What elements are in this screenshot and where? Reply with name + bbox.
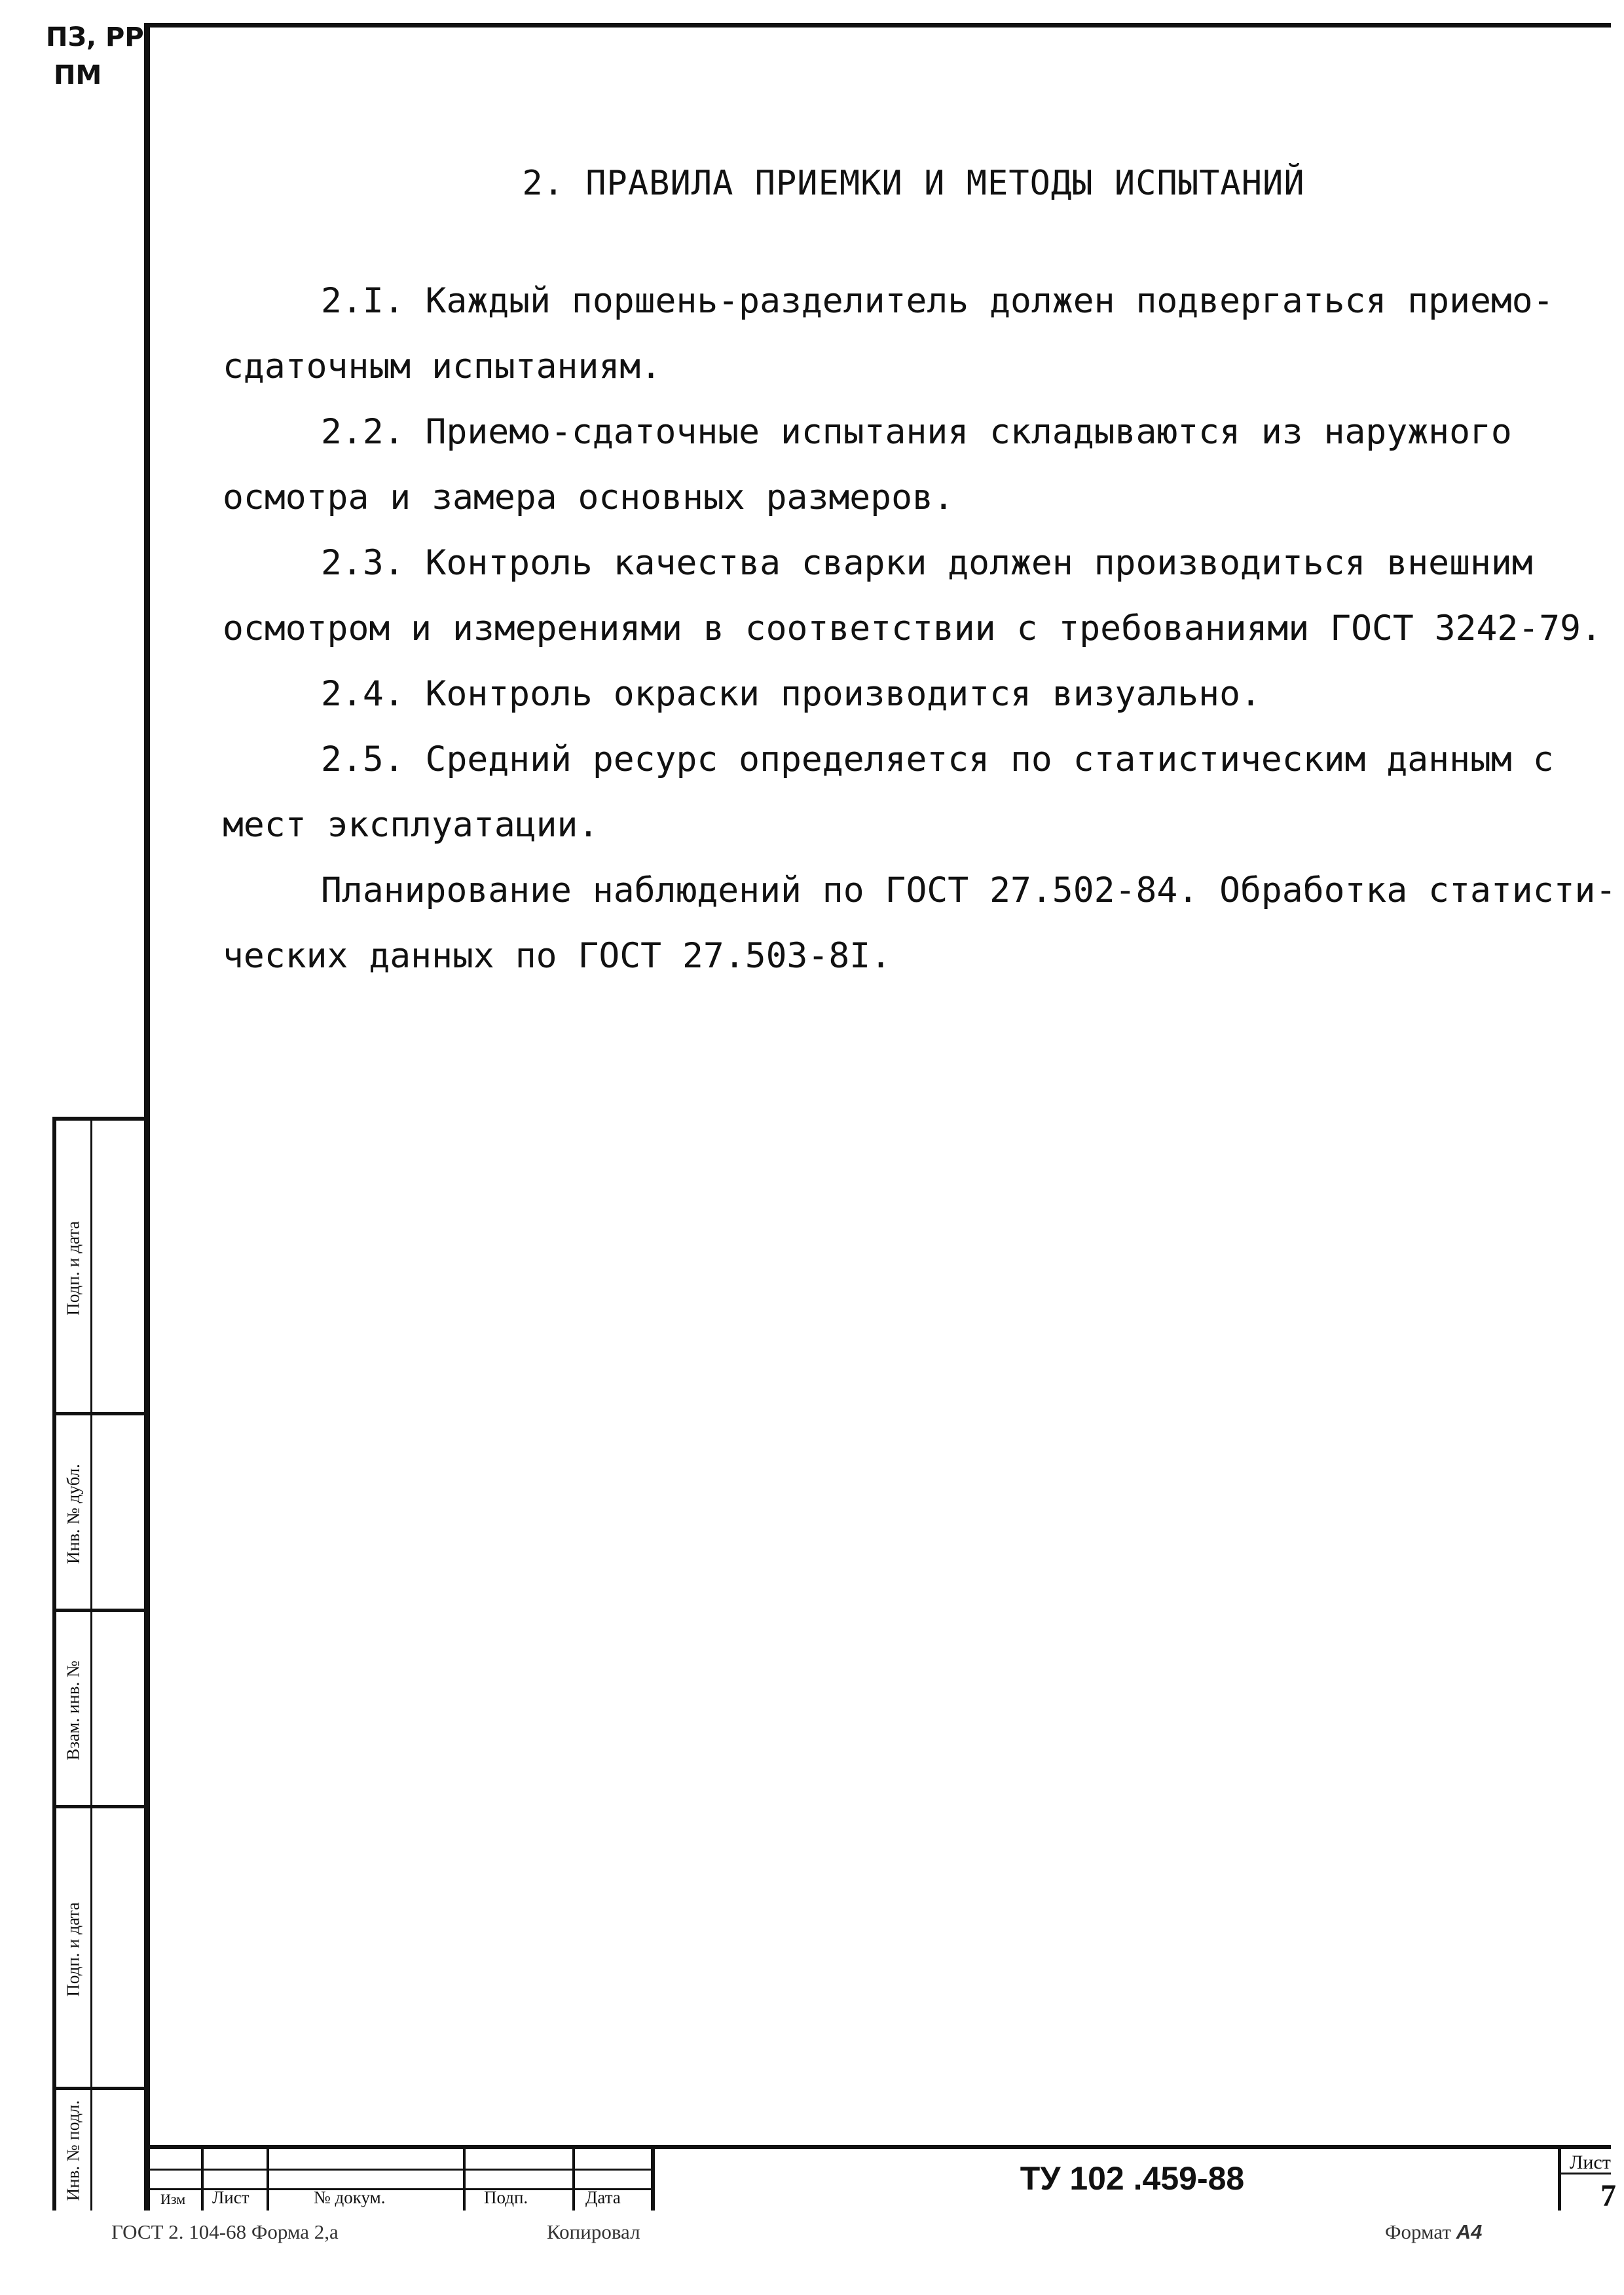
title-block-col-line	[267, 2149, 269, 2211]
side-stamp	[52, 1117, 144, 2211]
column-caption-signature: Подп.	[484, 2188, 528, 2207]
column-caption-date: Дата	[585, 2188, 621, 2207]
title-block-row-line	[150, 2169, 651, 2171]
side-stamp-label: Инв. № дубл.	[63, 1463, 83, 1564]
form-reference: ГОСТ 2. 104-68 Форма 2,а	[111, 2220, 339, 2243]
sheet-number: 7	[1600, 2178, 1616, 2213]
side-stamp-label: Взам. инв. №	[63, 1660, 83, 1761]
side-stamp-cell	[56, 1808, 148, 2090]
corner-code	[46, 18, 144, 94]
paragraph-line: осмотром и измерениями в соответствии с требованиями ГОСТ 3242-79.	[223, 608, 1602, 648]
side-stamp-divider	[90, 1121, 92, 1412]
side-stamp-cell	[56, 1121, 148, 1415]
paragraph-line: мест эксплуатации.	[223, 805, 599, 845]
paragraph-line: 2.I. Каждый поршень-разделитель должен подвергаться приемо-	[321, 281, 1554, 321]
side-stamp-divider	[90, 2090, 92, 2211]
title-block	[150, 2145, 1616, 2213]
side-stamp-label: Подп. и дата	[63, 1901, 83, 1997]
column-caption-izm: Изм	[160, 2191, 186, 2207]
paragraph-line: сдаточным испытаниям.	[223, 346, 662, 386]
paragraph-line: осмотра и замера основных размеров.	[223, 477, 954, 517]
paragraph-line: Планирование наблюдений по ГОСТ 27.502-84. Обработка статисти-	[321, 870, 1617, 910]
side-stamp-cell	[56, 1415, 148, 1612]
title-block-col-line	[463, 2149, 466, 2211]
title-block-col-line	[201, 2149, 204, 2211]
paragraph-line: 2.5. Средний ресурс определяется по статистическим данным с	[321, 739, 1554, 779]
paragraph-planning	[223, 858, 1617, 989]
side-stamp-divider	[90, 1808, 92, 2087]
side-stamp-divider	[90, 1415, 92, 1609]
paragraph-2-5	[223, 727, 1598, 858]
paragraph-2-1	[223, 269, 1598, 400]
paragraph-line: 2.2. Приемо-сдаточные испытания складываются из наружного	[321, 412, 1512, 452]
format-value: А4	[1456, 2220, 1483, 2243]
paragraph-2-3	[223, 531, 1602, 662]
side-stamp-label: Подп. и дата	[63, 1220, 83, 1316]
side-stamp-label: Инв. № подл.	[63, 2100, 83, 2201]
paragraph-2-4	[223, 662, 1598, 727]
document-number: ТУ 102 .459-88	[1020, 2160, 1245, 2197]
section-title: 2. ПРАВИЛА ПРИЕМКИ И МЕТОДЫ ИСПЫТАНИЙ	[522, 164, 1305, 203]
side-stamp-cell	[56, 1612, 148, 1808]
side-stamp-cell	[56, 2090, 148, 2211]
side-stamp-divider	[90, 1612, 92, 1805]
corner-code-line1: ПЗ, РР	[46, 22, 144, 52]
paragraph-line: 2.3. Контроль качества сварки должен производиться внешним	[321, 543, 1533, 583]
column-caption-list: Лист	[212, 2188, 249, 2207]
paragraph-line: 2.4. Контроль окраски производится визуально.	[321, 674, 1261, 714]
title-block-col-line	[651, 2149, 655, 2211]
paragraph-2-2	[223, 400, 1598, 531]
title-block-col-line	[572, 2149, 575, 2211]
copied-label: Копировал	[547, 2220, 640, 2243]
paragraph-line: ческих данных по ГОСТ 27.503-8I.	[223, 936, 892, 976]
format-label	[1385, 2220, 1482, 2244]
title-block-col-line	[1558, 2149, 1561, 2211]
sheet-label: Лист	[1570, 2152, 1611, 2173]
format-caption: Формат	[1385, 2220, 1451, 2243]
corner-code-line2: ПМ	[54, 60, 102, 90]
column-caption-doc-number: № докум.	[314, 2188, 386, 2207]
